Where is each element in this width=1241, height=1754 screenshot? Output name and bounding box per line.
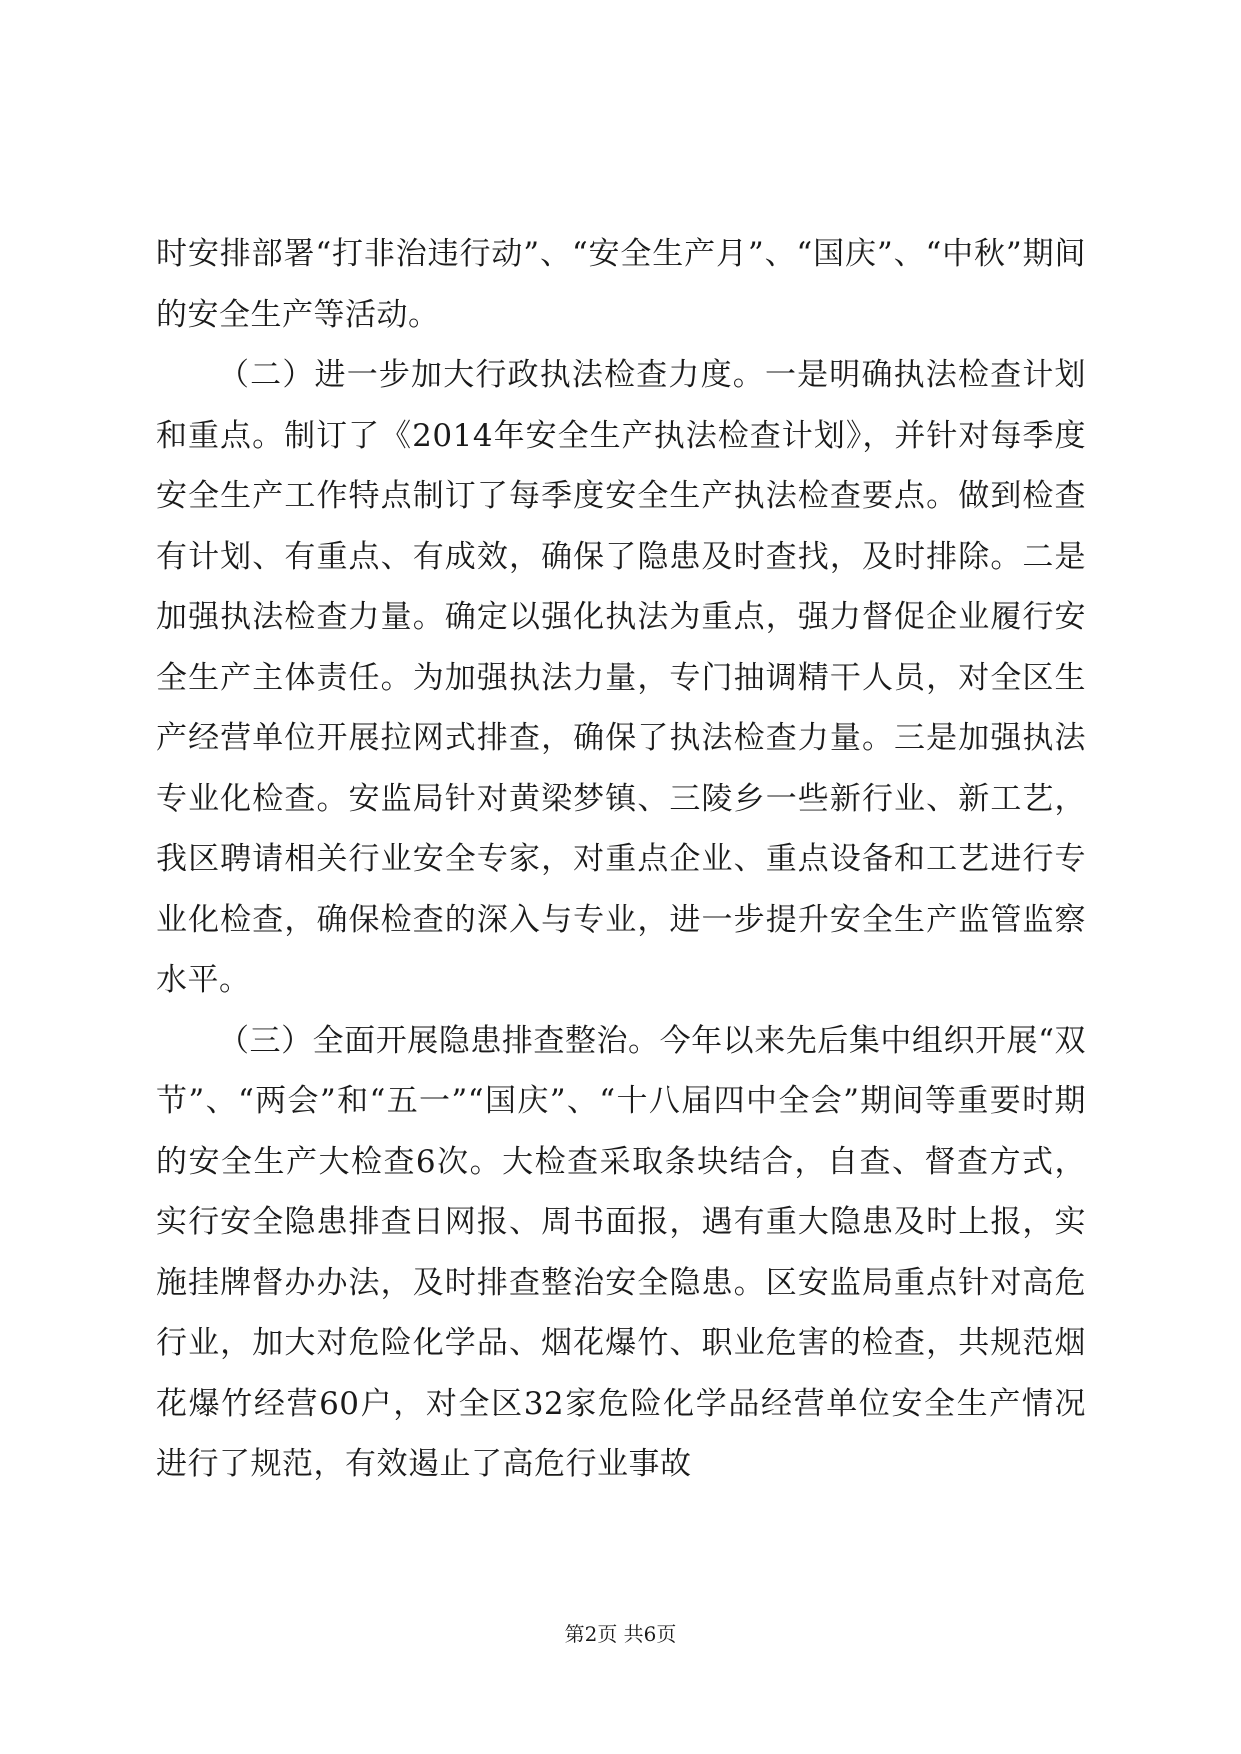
paragraph-2: （二）进一步加大行政执法检查力度。一是明确执法检查计划和重点。制订了《2014年安全生产执法检查计划》，并针对每季度安全生产工作特点制订了每季度安全生产执法检查要点。做到检查有计划、有重点、有成效，确保了隐患及时查找，及时排除。二是加强执法检查力量。确定以强化执法为重点，强力督促企业履行安全生产主体责任。为加强执法力量，专门抽调精干人员，对全区生产经营单位开展拉网式排查，确保了执法检查力量。三是加强执法专业化检查。安监局针对黄梁梦镇、三陵乡一些新行业、新工艺，我区聘请相关行业安全专家，对重点企业、重点设备和工艺进行专业化检查，确保检查的深入与专业，进一步提升安全生产监管监察水平。 [156, 357, 1086, 998]
page-number-footer: 第2页 共6页 [564, 1622, 677, 1646]
paragraph-1: 时安排部署“打非治违行动”、“安全生产月”、“国庆”、“中秋”期间的安全生产等活动。 [156, 236, 1086, 333]
paragraph-3: （三）全面开展隐患排查整治。今年以来先后集中组织开展“双节”、“两会”和“五一”“国庆”、“十八届四中全会”期间等重要时期的安全生产大检查6次。大检查采取条块结合，自查、督查方式，实行安全隐患排查日网报、周书面报，遇有重大隐患及时上报，实施挂牌督办办法，及时排查整治安全隐患。区安监局重点针对高危行业，加大对危险化学品、烟花爆竹、职业危害的检查，共规范烟花爆竹经营60户，对全区32家危险化学品经营单位安全生产情况进行了规范，有效遏止了高危行业事故 [156, 1022, 1086, 1482]
document-body [156, 224, 1086, 1495]
